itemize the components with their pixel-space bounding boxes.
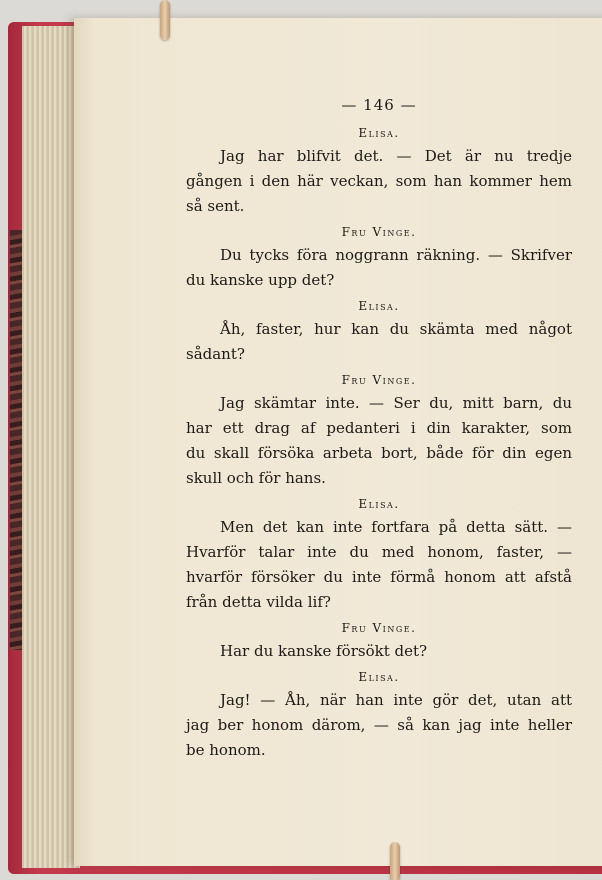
page-clip-top (160, 0, 170, 40)
text-line: så sent. (186, 197, 245, 215)
speaker-name: Fru Vinge. (341, 225, 417, 239)
dialogue-block (186, 670, 572, 763)
page-edges (22, 26, 80, 868)
text-line: Hvarför talar inte du med honom, faster, — (186, 543, 572, 561)
text-line: Jag har blifvit det. — Det är nu tredje (220, 147, 572, 165)
text-line: Åh, faster, hur kan du skämta med något (220, 320, 572, 338)
speaker-name: Fru Vinge. (341, 373, 417, 387)
speaker-name: Fru Vinge. (341, 621, 417, 635)
text-line: Jag! — Åh, när han inte gör det, utan att (220, 691, 572, 709)
text-line: gången i den här veckan, som han kommer hem (186, 172, 572, 190)
dialogue-block (186, 373, 572, 491)
text-line: från detta vilda lif? (186, 593, 331, 611)
text-line: jag ber honom därom, — så kan jag inte heller (186, 716, 572, 734)
dialogue-block (186, 299, 572, 367)
speaker-name: Elisa. (358, 299, 400, 313)
text-line: sådant? (186, 345, 245, 363)
text-line: du skall försöka arbeta bort, både för din egen (186, 444, 572, 462)
dialogue-block (186, 621, 572, 664)
text-line: skull och för hans. (186, 469, 326, 487)
speaker-name: Elisa. (358, 497, 400, 511)
dialogue-block (186, 225, 572, 293)
text-line: Har du kanske försökt det? (220, 642, 428, 660)
text-line: be honom. (186, 741, 266, 759)
speaker-name: Elisa. (358, 670, 400, 684)
text-line: Jag skämtar inte. — Ser du, mitt barn, du (220, 394, 572, 412)
text-line: Men det kan inte fortfara på detta sätt. — (220, 518, 572, 536)
page-text (186, 96, 572, 769)
dialogue-block (186, 126, 572, 219)
speaker-name: Elisa. (358, 126, 400, 140)
text-line: du kanske upp det? (186, 271, 335, 289)
page-clip-bottom (390, 842, 400, 880)
text-line: har ett drag af pedanteri i din karakter, som (186, 419, 572, 437)
page-number: — 146 — (341, 96, 417, 114)
text-line: hvarför försöker du inte förmå honom att afstå (186, 568, 572, 586)
dialogue-block (186, 497, 572, 615)
text-line: Du tycks föra noggrann räkning. — Skrifver (220, 246, 572, 264)
